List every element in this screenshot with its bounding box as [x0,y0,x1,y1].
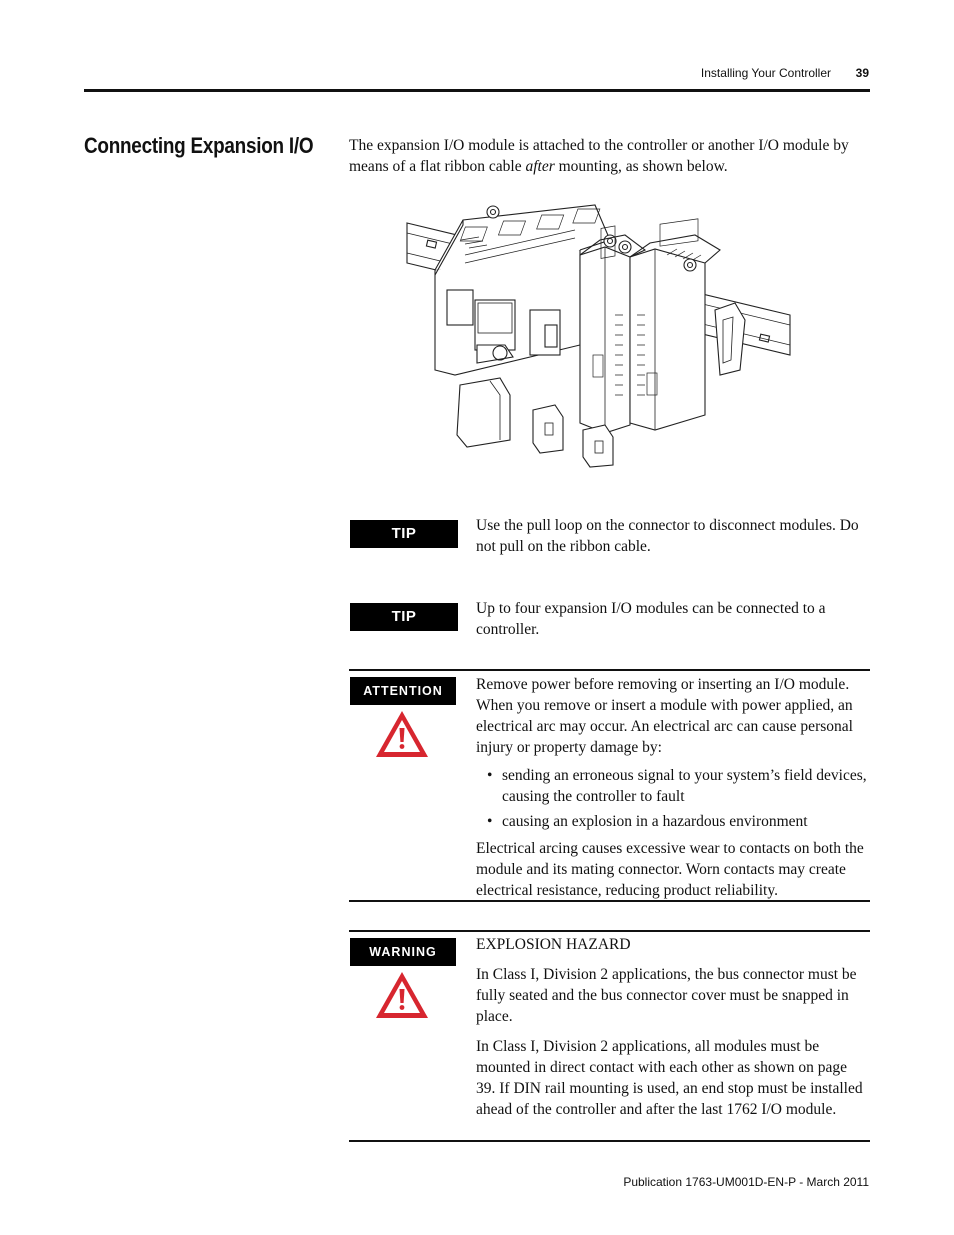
intro-emphasis: after [525,158,555,175]
warning-title: EXPLOSION HAZARD [476,936,631,953]
attention-closing: Electrical arcing causes excessive wear to contacts on both the module and its mating connector. Worn contacts may create electrical resistance, reducing product reliability. [476,840,864,899]
list-item [476,765,870,807]
tip-text: Use the pull loop on the connector to disconnect modules. Do not pull on the ribbon cable. [476,517,859,555]
list-item [476,811,870,832]
section-heading: Connecting Expansion I/O [84,133,314,158]
warning-paragraph: In Class I, Division 2 applications, the bus connector must be fully seated and the bus connector cover must be snapped in place. [476,966,857,1025]
attention-bottom-rule [349,900,870,902]
attention-top-rule [349,669,870,671]
warning-triangle-icon [374,709,430,759]
attention-body [476,674,870,901]
warning-triangle-icon [374,970,430,1020]
tip-text: Up to four expansion I/O modules can be connected to a controller. [476,600,826,638]
bullet-text: causing an explosion in a hazardous environment [502,813,808,830]
warning-top-rule [349,930,870,932]
expansion-io-illustration [405,195,805,475]
warning-label: WARNING [350,938,456,966]
running-header: Installing Your Controller [700,66,831,80]
tip-label: TIP [350,603,458,631]
intro-paragraph [349,135,869,177]
warning-body [476,934,870,1120]
header-rule [84,89,870,92]
warning-bottom-rule [349,1140,870,1142]
attention-intro: Remove power before removing or inserting an I/O module. When you remove or insert a module with power applied, an electrical arc may occur. An electrical arc can cause personal injury or property damage by: [476,676,853,756]
bullet-text: sending an erroneous signal to your system’s field devices, causing the controller to fault [502,767,867,805]
page-number: 39 [855,66,869,80]
tip-label: TIP [350,520,458,548]
intro-text-end: mounting, as shown below. [554,158,728,175]
publication-footer: Publication 1763-UM001D-EN-P - March 2011 [623,1175,869,1189]
intro-text-start: The expansion I/O module is attached to the controller or another I/O module by means of a flat ribbon cable [349,137,849,175]
attention-bullet-list [476,765,870,832]
warning-paragraph: In Class I, Division 2 applications, all modules must be mounted in direct contact with each other as shown on page 39. If DIN rail mounting is used, an end stop must be installed ahead of the controller and after the last 1762 I/O module. [476,1038,863,1118]
bullet-icon: • [487,813,493,830]
bullet-icon: • [487,767,493,784]
attention-label: ATTENTION [350,677,456,705]
